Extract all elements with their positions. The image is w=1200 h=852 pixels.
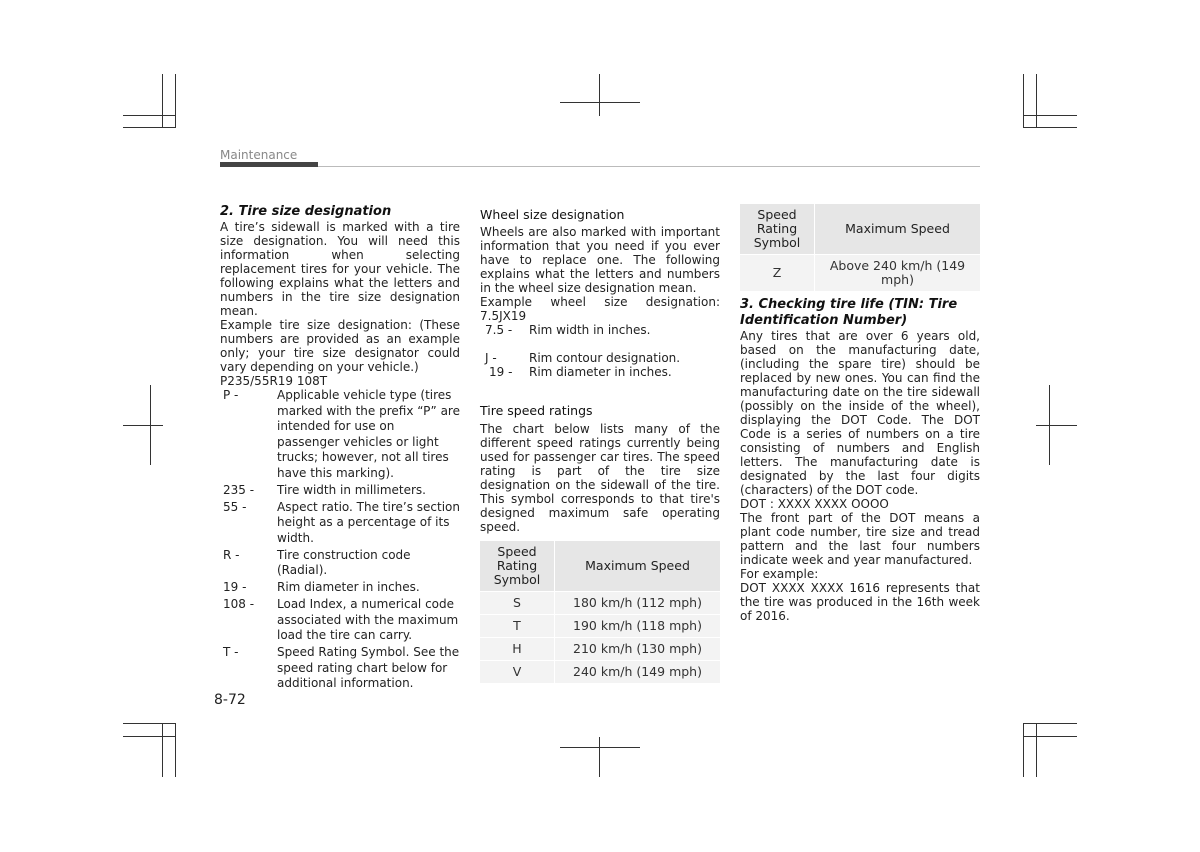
crop-mark (1036, 74, 1037, 128)
column-tire-life (740, 204, 980, 623)
table-cell: Above 240 km/h (149 mph) (815, 255, 981, 292)
definition-key: T - (223, 645, 239, 659)
definition-row (220, 645, 460, 693)
wheel-size-code: 7.5JX19 (480, 309, 527, 323)
wheel-def-key: J - (485, 351, 497, 365)
table-cell: S (480, 592, 555, 615)
speed-ratings-title: Tire speed ratings (480, 403, 593, 418)
table-row (740, 255, 980, 292)
table-cell: 240 km/h (149 mph) (555, 661, 721, 684)
column-wheel-size (480, 204, 720, 683)
crop-mark (1023, 736, 1077, 737)
definition-row (220, 580, 460, 597)
column-header-symbol: Speed Rating Symbol (740, 204, 815, 255)
header-rule (318, 166, 980, 167)
for-example-label: For example: (740, 567, 819, 581)
crop-mark (1023, 127, 1077, 128)
wheel-def-key: 19 - (489, 365, 513, 379)
speed-rating-table-continued (740, 204, 980, 291)
section-title-tire-size: 2. Tire size designation (220, 204, 392, 219)
table-header-row (480, 541, 720, 592)
wheel-def-text: Rim width in inches. (529, 323, 651, 337)
definition-row (220, 483, 460, 500)
crop-mark (123, 127, 176, 128)
crop-mark (1023, 115, 1077, 116)
tire-size-definitions (220, 388, 460, 693)
dot-explanation: The front part of the DOT means a plant code number, tire size and tread pattern and the last four numbers indicate week and year manufactured. (740, 511, 980, 567)
crop-mark (560, 102, 640, 103)
crop-mark (1023, 723, 1024, 777)
table-cell: T (480, 615, 555, 638)
wheel-def-row (480, 365, 720, 379)
crop-mark (1036, 723, 1037, 777)
crop-mark (123, 736, 176, 737)
column-header-max-speed: Maximum Speed (555, 541, 721, 592)
tire-size-intro: A tire’s sidewall is marked with a tire size designation. You will need this information when selecting replacement tires for your vehicle. The following explains what the letters and numbers in the tire size designation mean. (220, 220, 460, 318)
definition-text: Load Index, a numerical code associated with the maximum load the tire can carry. (277, 597, 459, 642)
crop-mark (123, 115, 176, 116)
wheel-size-title: Wheel size designation (480, 207, 625, 222)
wheel-def-text: Rim contour designation. (529, 351, 681, 365)
definition-key: 19 - (223, 580, 247, 594)
column-header-symbol: Speed Rating Symbol (480, 541, 555, 592)
dot-format: DOT : XXXX XXXX OOOO (740, 497, 889, 511)
tire-size-code: P235/55R19 108T (220, 374, 328, 388)
table-row (480, 638, 720, 661)
crop-mark (175, 723, 176, 777)
definition-key: R - (223, 547, 240, 562)
crop-mark (599, 74, 600, 116)
definition-text: Tire construction code (Radial). (277, 547, 411, 577)
table-row (480, 661, 720, 684)
definition-row (220, 548, 460, 581)
table-cell: V (480, 661, 555, 684)
crop-mark (162, 723, 163, 777)
definition-row (220, 500, 460, 548)
table-cell: 180 km/h (112 mph) (555, 592, 721, 615)
definition-text: Speed Rating Symbol. See the speed rating chart below for additional information. (277, 645, 460, 690)
wheel-size-text: Wheels are also marked with important information that you need if you ever have to replace one. The following explains what the letters and numbers in the wheel size designation mean. (480, 225, 720, 295)
speed-rating-table (480, 541, 720, 683)
crop-mark (1036, 425, 1077, 426)
definition-key: P - (223, 388, 239, 402)
page-number: 8-72 (214, 692, 246, 708)
definition-row (220, 597, 460, 645)
crop-mark (560, 747, 640, 748)
column-tire-size (220, 204, 460, 693)
table-cell: Z (740, 255, 815, 292)
wheel-def-text: Rim diameter in inches. (529, 365, 672, 379)
wheel-size-example: Example wheel size designation: (480, 295, 720, 309)
crop-mark (1023, 74, 1024, 128)
crop-mark (175, 74, 176, 128)
tire-size-example: Example tire size designation: (These numbers are provided as an example only; your tire size designator could vary depending on your vehicle.) (220, 318, 460, 374)
definition-row (220, 388, 460, 483)
crop-mark (1023, 723, 1077, 724)
wheel-def-row (480, 323, 720, 337)
crop-mark (123, 425, 163, 426)
definition-text: Applicable vehicle type (tires marked with the prefix “P” are intended for use on passenger vehicles or light trucks; however, not all tires have this marking). (277, 388, 460, 480)
definition-key: 108 - (223, 597, 255, 611)
table-header-row (740, 204, 980, 255)
section-header: Maintenance (220, 148, 298, 162)
wheel-def-row (480, 351, 720, 365)
crop-mark (599, 737, 600, 777)
definition-text: Aspect ratio. The tire’s section height as a percentage of its width. (277, 499, 460, 545)
header-accent-bar (220, 162, 318, 167)
wheel-def-key: 7.5 - (485, 323, 513, 337)
tire-life-text: Any tires that are over 6 years old, based on the manufacturing date, (including the spare tire) should be replaced by new ones. You can find the manufacturing date on the tire sidewall (possibly on the inside of the wheel), displaying the DOT Code. The DOT Code is a series of numbers on a tire consisting of numbers and English letters. The manufacturing date is designated by the last four digits (characters) of the DOT code. (740, 329, 980, 497)
speed-ratings-text: The chart below lists many of the different speed ratings currently being used for passenger car tires. The speed rating is part of the tire size designation on the sidewall of the tire. This symbol corresponds to that tire's designed maximum safe operating speed. (480, 422, 720, 534)
table-cell: H (480, 638, 555, 661)
crop-mark (123, 723, 176, 724)
section-title-tire-life: 3. Checking tire life (TIN: Tire Identification Number) (740, 297, 958, 328)
table-cell: 190 km/h (118 mph) (555, 615, 721, 638)
definition-text: Rim diameter in inches. (277, 580, 420, 594)
definition-key: 235 - (223, 482, 255, 497)
dot-example: DOT XXXX XXXX 1616 represents that the tire was produced in the 16th week of 2016. (740, 581, 980, 623)
table-cell: 210 km/h (130 mph) (555, 638, 721, 661)
table-row (480, 615, 720, 638)
definition-key: 55 - (223, 499, 247, 514)
table-row (480, 592, 720, 615)
definition-text: Tire width in millimeters. (277, 482, 426, 497)
column-header-max-speed: Maximum Speed (815, 204, 981, 255)
crop-mark (162, 74, 163, 128)
